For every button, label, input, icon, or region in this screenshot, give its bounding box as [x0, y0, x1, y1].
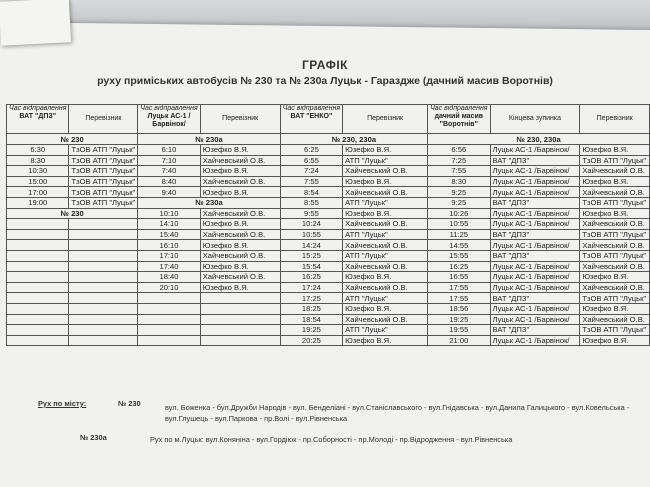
- block1-empty-time: [7, 261, 69, 272]
- block4-time: 14:55: [428, 240, 490, 251]
- block4-time: 10:26: [428, 208, 490, 219]
- block4-carrier: Юзефко В.Я.: [580, 303, 650, 314]
- route-230-streets-1: вул. Боженка - бул.Дружби Народів - вул. Бенделіані - вул.Станіславського - вул.Гнідавська - вул.Данила Галицького - вул.Ковельська -: [165, 403, 630, 412]
- block4-time: 17:55: [428, 282, 490, 293]
- table-row: [7, 219, 650, 230]
- block2-time: 17:10: [138, 250, 200, 261]
- block4-final-stop: ВАТ "ДПЗ": [490, 197, 580, 208]
- block2-time: 7:40: [138, 166, 200, 177]
- block3-carrier: АТП "Луцьк": [343, 229, 428, 240]
- block1-empty-carrier: [69, 272, 138, 283]
- table-row: [7, 176, 650, 187]
- table-row: [7, 282, 650, 293]
- block2-empty-carrier: [200, 303, 280, 314]
- block4-final-stop: Луцьк АС-1 /Барвінок/: [490, 166, 580, 177]
- route-label-230: № 230: [7, 134, 138, 145]
- paper-corner: [0, 0, 71, 46]
- table-row: [7, 293, 650, 304]
- block3-carrier: АТП "Луцьк": [343, 250, 428, 261]
- block1-empty-time: [7, 229, 69, 240]
- block3-carrier: Юзефко В.Я.: [343, 272, 428, 283]
- block4-carrier: Хайчевський О.В.: [580, 314, 650, 325]
- block2-carrier: Юзефко В.Я.: [200, 145, 280, 156]
- block3-carrier: Юзефко В.Я.: [343, 176, 428, 187]
- header-row: [7, 105, 650, 134]
- block2-time: 17:40: [138, 261, 200, 272]
- table-row: [7, 187, 650, 198]
- table-row: [7, 166, 650, 177]
- block4-carrier: Юзефко В.Я.: [580, 145, 650, 156]
- block4-time: 17:55: [428, 293, 490, 304]
- block2-empty-time: [138, 335, 200, 346]
- block3-carrier: Хайчевський О.В.: [343, 240, 428, 251]
- block2-time: 16:10: [138, 240, 200, 251]
- block4-carrier: ТзОВ АТП "Луцьк": [580, 325, 650, 336]
- block3-carrier: Хайчевський О.В.: [343, 282, 428, 293]
- block1-carrier: ТзОВ АТП "Луцьк": [69, 197, 138, 208]
- block4-carrier: Хайчевський О.В.: [580, 261, 650, 272]
- block3-time: 20:25: [280, 335, 342, 346]
- block3-time: 8:55: [280, 197, 342, 208]
- block2-time: 8:40: [138, 176, 200, 187]
- block1-empty-time: [7, 272, 69, 283]
- block1-empty-carrier: [69, 261, 138, 272]
- block4-final-stop: ВАТ "ДПЗ": [490, 293, 580, 304]
- block3-time: 14:24: [280, 240, 342, 251]
- route-header-row: [7, 134, 650, 145]
- block4-carrier: Юзефко В.Я.: [580, 335, 650, 346]
- block1-empty-time: [7, 325, 69, 336]
- block3-time: 17:24: [280, 282, 342, 293]
- block1-empty-time: [7, 240, 69, 251]
- block4-time: 10:55: [428, 219, 490, 230]
- block4-carrier: Хайчевський О.В.: [580, 166, 650, 177]
- block3-time: 16:25: [280, 272, 342, 283]
- table-row: [7, 335, 650, 346]
- block1-empty-carrier: [69, 282, 138, 293]
- header-carrier-3: Перевізник: [343, 105, 428, 134]
- block4-carrier: ТзОВ АТП "Луцьк": [580, 155, 650, 166]
- table-row: [7, 197, 650, 208]
- block4-carrier: Хайчевський О.В.: [580, 282, 650, 293]
- block4-final-stop: Луцьк АС-1 /Барвінок/: [490, 187, 580, 198]
- block4-carrier: Хайчевський О.В.: [580, 240, 650, 251]
- block4-time: 11:25: [428, 229, 490, 240]
- block3-time: 8:54: [280, 187, 342, 198]
- block4-carrier: ТзОВ АТП "Луцьк": [580, 229, 650, 240]
- block4-final-stop: Луцьк АС-1 /Барвінок/: [490, 261, 580, 272]
- block3-carrier: АТП "Луцьк": [343, 293, 428, 304]
- block3-carrier: АТП "Луцьк": [343, 197, 428, 208]
- block2-empty-time: [138, 325, 200, 336]
- table-row: [7, 314, 650, 325]
- block1-time: 6:30: [7, 145, 69, 156]
- block2-empty-time: [138, 314, 200, 325]
- table-row: [7, 272, 650, 283]
- block2-carrier: Хайчевський О.В.: [200, 229, 280, 240]
- block2-carrier: Хайчевський О.В.: [200, 155, 280, 166]
- block3-carrier: Юзефко В.Я.: [343, 208, 428, 219]
- header-carrier-4: Перевізник: [580, 105, 650, 134]
- block4-final-stop: ВАТ "ДПЗ": [490, 325, 580, 336]
- block2-time: 9:40: [138, 187, 200, 198]
- block3-carrier: Хайчевський О.В.: [343, 219, 428, 230]
- table-row: [7, 155, 650, 166]
- block2-carrier: Юзефко В.Я.: [200, 187, 280, 198]
- block1-empty-time: [7, 303, 69, 314]
- block2-time: 7:10: [138, 155, 200, 166]
- block1-empty-time: [7, 219, 69, 230]
- block4-time: 7:25: [428, 155, 490, 166]
- block4-time: 19:25: [428, 314, 490, 325]
- block1-empty-carrier: [69, 325, 138, 336]
- block1-time: 10:30: [7, 166, 69, 177]
- table-row: [7, 145, 650, 156]
- route-label-230-230a-b: № 230, 230а: [428, 134, 650, 145]
- block2-carrier: Юзефко В.Я.: [200, 282, 280, 293]
- block2-time: 20:10: [138, 282, 200, 293]
- block4-time: 9:25: [428, 187, 490, 198]
- block4-carrier: Хайчевський О.В.: [580, 187, 650, 198]
- block4-final-stop: Луцьк АС-1 /Барвінок/: [490, 282, 580, 293]
- block4-time: 19:55: [428, 325, 490, 336]
- block4-final-stop: Луцьк АС-1 /Барвінок/: [490, 208, 580, 219]
- block3-carrier: Юзефко В.Я.: [343, 145, 428, 156]
- block2-carrier: Юзефко В.Я.: [200, 219, 280, 230]
- block4-final-stop: Луцьк АС-1 /Барвінок/: [490, 335, 580, 346]
- block4-final-stop: Луцьк АС-1 /Барвінок/: [490, 176, 580, 187]
- block1-carrier: ТзОВ АТП "Луцьк": [69, 166, 138, 177]
- block3-carrier: Юзефко В.Я.: [343, 335, 428, 346]
- block2-carrier: Юзефко В.Я.: [200, 261, 280, 272]
- header-time-3: Час відправлення ВАТ "ЕНКО": [280, 105, 342, 134]
- block4-time: 7:55: [428, 166, 490, 177]
- block2-carrier: Хайчевський О.В.: [200, 176, 280, 187]
- block2-empty-carrier: [200, 314, 280, 325]
- block1-time: 17:00: [7, 187, 69, 198]
- route-230-streets-2: вул.Глушець - вул.Паркова - пр.Волі - вул.Рівненська: [165, 414, 348, 423]
- route-230-label: № 230: [118, 399, 141, 408]
- block4-time: 15:55: [428, 250, 490, 261]
- block1-carrier: ТзОВ АТП "Луцьк": [69, 145, 138, 156]
- block2-empty-time: [138, 293, 200, 304]
- block3-time: 10:24: [280, 219, 342, 230]
- block4-final-stop: Луцьк АС-1 /Барвінок/: [490, 240, 580, 251]
- block1-empty-carrier: [69, 219, 138, 230]
- schedule-body: [7, 105, 650, 346]
- block2-empty-carrier: [200, 325, 280, 336]
- block4-time: 6:56: [428, 145, 490, 156]
- block3-time: 10:55: [280, 229, 342, 240]
- table-row: [7, 325, 650, 336]
- block3-time: 19:25: [280, 325, 342, 336]
- block2-carrier: Юзефко В.Я.: [200, 240, 280, 251]
- block2-carrier: Юзефко В.Я.: [200, 166, 280, 177]
- block4-time: 21:00: [428, 335, 490, 346]
- block4-final-stop: ВАТ "ДПЗ": [490, 155, 580, 166]
- block4-final-stop: Луцьк АС-1 /Барвінок/: [490, 314, 580, 325]
- block1-carrier: ТзОВ АТП "Луцьк": [69, 155, 138, 166]
- block3-time: 6:25: [280, 145, 342, 156]
- block3-carrier: Хайчевський О.В.: [343, 314, 428, 325]
- block1-empty-time: [7, 250, 69, 261]
- header-carrier-2: Перевізник: [200, 105, 280, 134]
- block3-time: 17:25: [280, 293, 342, 304]
- block3-carrier: Хайчевський О.В.: [343, 187, 428, 198]
- table-row: [7, 240, 650, 251]
- block2-empty-carrier: [200, 335, 280, 346]
- route-label-230a: № 230а: [138, 134, 280, 145]
- block1-empty-carrier: [69, 314, 138, 325]
- table-row: [7, 208, 650, 219]
- block4-time: 16:25: [428, 261, 490, 272]
- block4-time: 8:30: [428, 176, 490, 187]
- block4-carrier: Юзефко В.Я.: [580, 208, 650, 219]
- block3-time: 18:54: [280, 314, 342, 325]
- block4-carrier: ТзОВ АТП "Луцьк": [580, 250, 650, 261]
- table-row: [7, 250, 650, 261]
- block2-time: 18:40: [138, 272, 200, 283]
- block4-carrier: Юзефко В.Я.: [580, 272, 650, 283]
- header-time-4: Час відправлення дачний масив "Воротнів": [428, 105, 490, 134]
- block1-time: 15:00: [7, 176, 69, 187]
- block1-carrier: ТзОВ АТП "Луцьк": [69, 176, 138, 187]
- block1-empty-carrier: [69, 229, 138, 240]
- block1-empty-carrier: [69, 303, 138, 314]
- block1-empty-carrier: [69, 240, 138, 251]
- block2-time: 6:10: [138, 145, 200, 156]
- block4-carrier: Хайчевський О.В.: [580, 219, 650, 230]
- block4-final-stop: Луцьк АС-1 /Барвінок/: [490, 145, 580, 156]
- header-carrier-1: Перевізник: [69, 105, 138, 134]
- route-230a-label: № 230а: [80, 433, 107, 442]
- block3-time: 15:25: [280, 250, 342, 261]
- block1-empty-carrier: [69, 293, 138, 304]
- document-title: ГРАФІК: [301, 58, 349, 72]
- block3-time: 6:55: [280, 155, 342, 166]
- block4-carrier: Юзефко В.Я.: [580, 176, 650, 187]
- header-time-2: Час відправлення Луцьк АС-1 /Барвінок/: [138, 105, 200, 134]
- schedule-table: [6, 104, 650, 346]
- block4-carrier: ТзОВ АТП "Луцьк": [580, 293, 650, 304]
- block3-carrier: Хайчевський О.В.: [343, 261, 428, 272]
- block1-time: 8:30: [7, 155, 69, 166]
- block1-empty-carrier: [69, 335, 138, 346]
- city-route-label: Рух по місту:: [38, 399, 87, 408]
- block1-empty-time: [7, 293, 69, 304]
- block1-carrier: ТзОВ АТП "Луцьк": [69, 187, 138, 198]
- block2-carrier: Хайчевський О.В.: [200, 250, 280, 261]
- block2-time: 14:10: [138, 219, 200, 230]
- block1-time: 19:00: [7, 197, 69, 208]
- route-label-230-230a-a: № 230, 230а: [280, 134, 427, 145]
- header-time-1: Час відправлення ВАТ "ДПЗ": [7, 105, 69, 134]
- block1-route-label: № 230: [7, 208, 138, 219]
- block2-empty-time: [138, 303, 200, 314]
- block2-route-label: № 230а: [138, 197, 280, 208]
- block4-carrier: ТзОВ АТП "Луцьк": [580, 197, 650, 208]
- route-230a-streets: Рух по м.Луцьк: вул.Коняніна - вул.Гордіюк - пр.Соборності - пр.Молоді - пр.Відродження - вул.Рівненська: [150, 435, 513, 444]
- block4-final-stop: Луцьк АС-1 /Барвінок/: [490, 272, 580, 283]
- block3-time: 18:25: [280, 303, 342, 314]
- block4-final-stop: Луцьк АС-1 /Барвінок/: [490, 219, 580, 230]
- block3-time: 9:55: [280, 208, 342, 219]
- table-row: [7, 229, 650, 240]
- block3-time: 15:54: [280, 261, 342, 272]
- block1-empty-time: [7, 314, 69, 325]
- block3-time: 7:24: [280, 166, 342, 177]
- block2-time: 15:40: [138, 229, 200, 240]
- block3-carrier: АТП "Луцьк": [343, 155, 428, 166]
- block1-empty-time: [7, 282, 69, 293]
- block4-time: 16:55: [428, 272, 490, 283]
- block3-carrier: АТП "Луцьк": [343, 325, 428, 336]
- block3-carrier: Хайчевський О.В.: [343, 166, 428, 177]
- header-final-stop: Кінцева зупинка: [490, 105, 580, 134]
- block4-final-stop: ВАТ "ДПЗ": [490, 229, 580, 240]
- table-row: [7, 303, 650, 314]
- block1-empty-time: [7, 335, 69, 346]
- block3-time: 7:55: [280, 176, 342, 187]
- table-row: [7, 261, 650, 272]
- block4-time: 18:56: [428, 303, 490, 314]
- block1-empty-carrier: [69, 250, 138, 261]
- block2-empty-carrier: [200, 293, 280, 304]
- block2-carrier: Хайчевський О.В.: [200, 272, 280, 283]
- block4-final-stop: ВАТ "ДПЗ": [490, 250, 580, 261]
- block3-carrier: Юзефко В.Я.: [343, 303, 428, 314]
- block2-carrier: Хайчевський О.В.: [200, 208, 280, 219]
- block2-time: 10:10: [138, 208, 200, 219]
- block4-final-stop: Луцьк АС-1 /Барвінок/: [490, 303, 580, 314]
- document-subtitle: руху приміських автобусів № 230 та № 230а Луцьк - Гараздже (дачний масив Воротнів): [97, 75, 553, 87]
- block4-time: 9:25: [428, 197, 490, 208]
